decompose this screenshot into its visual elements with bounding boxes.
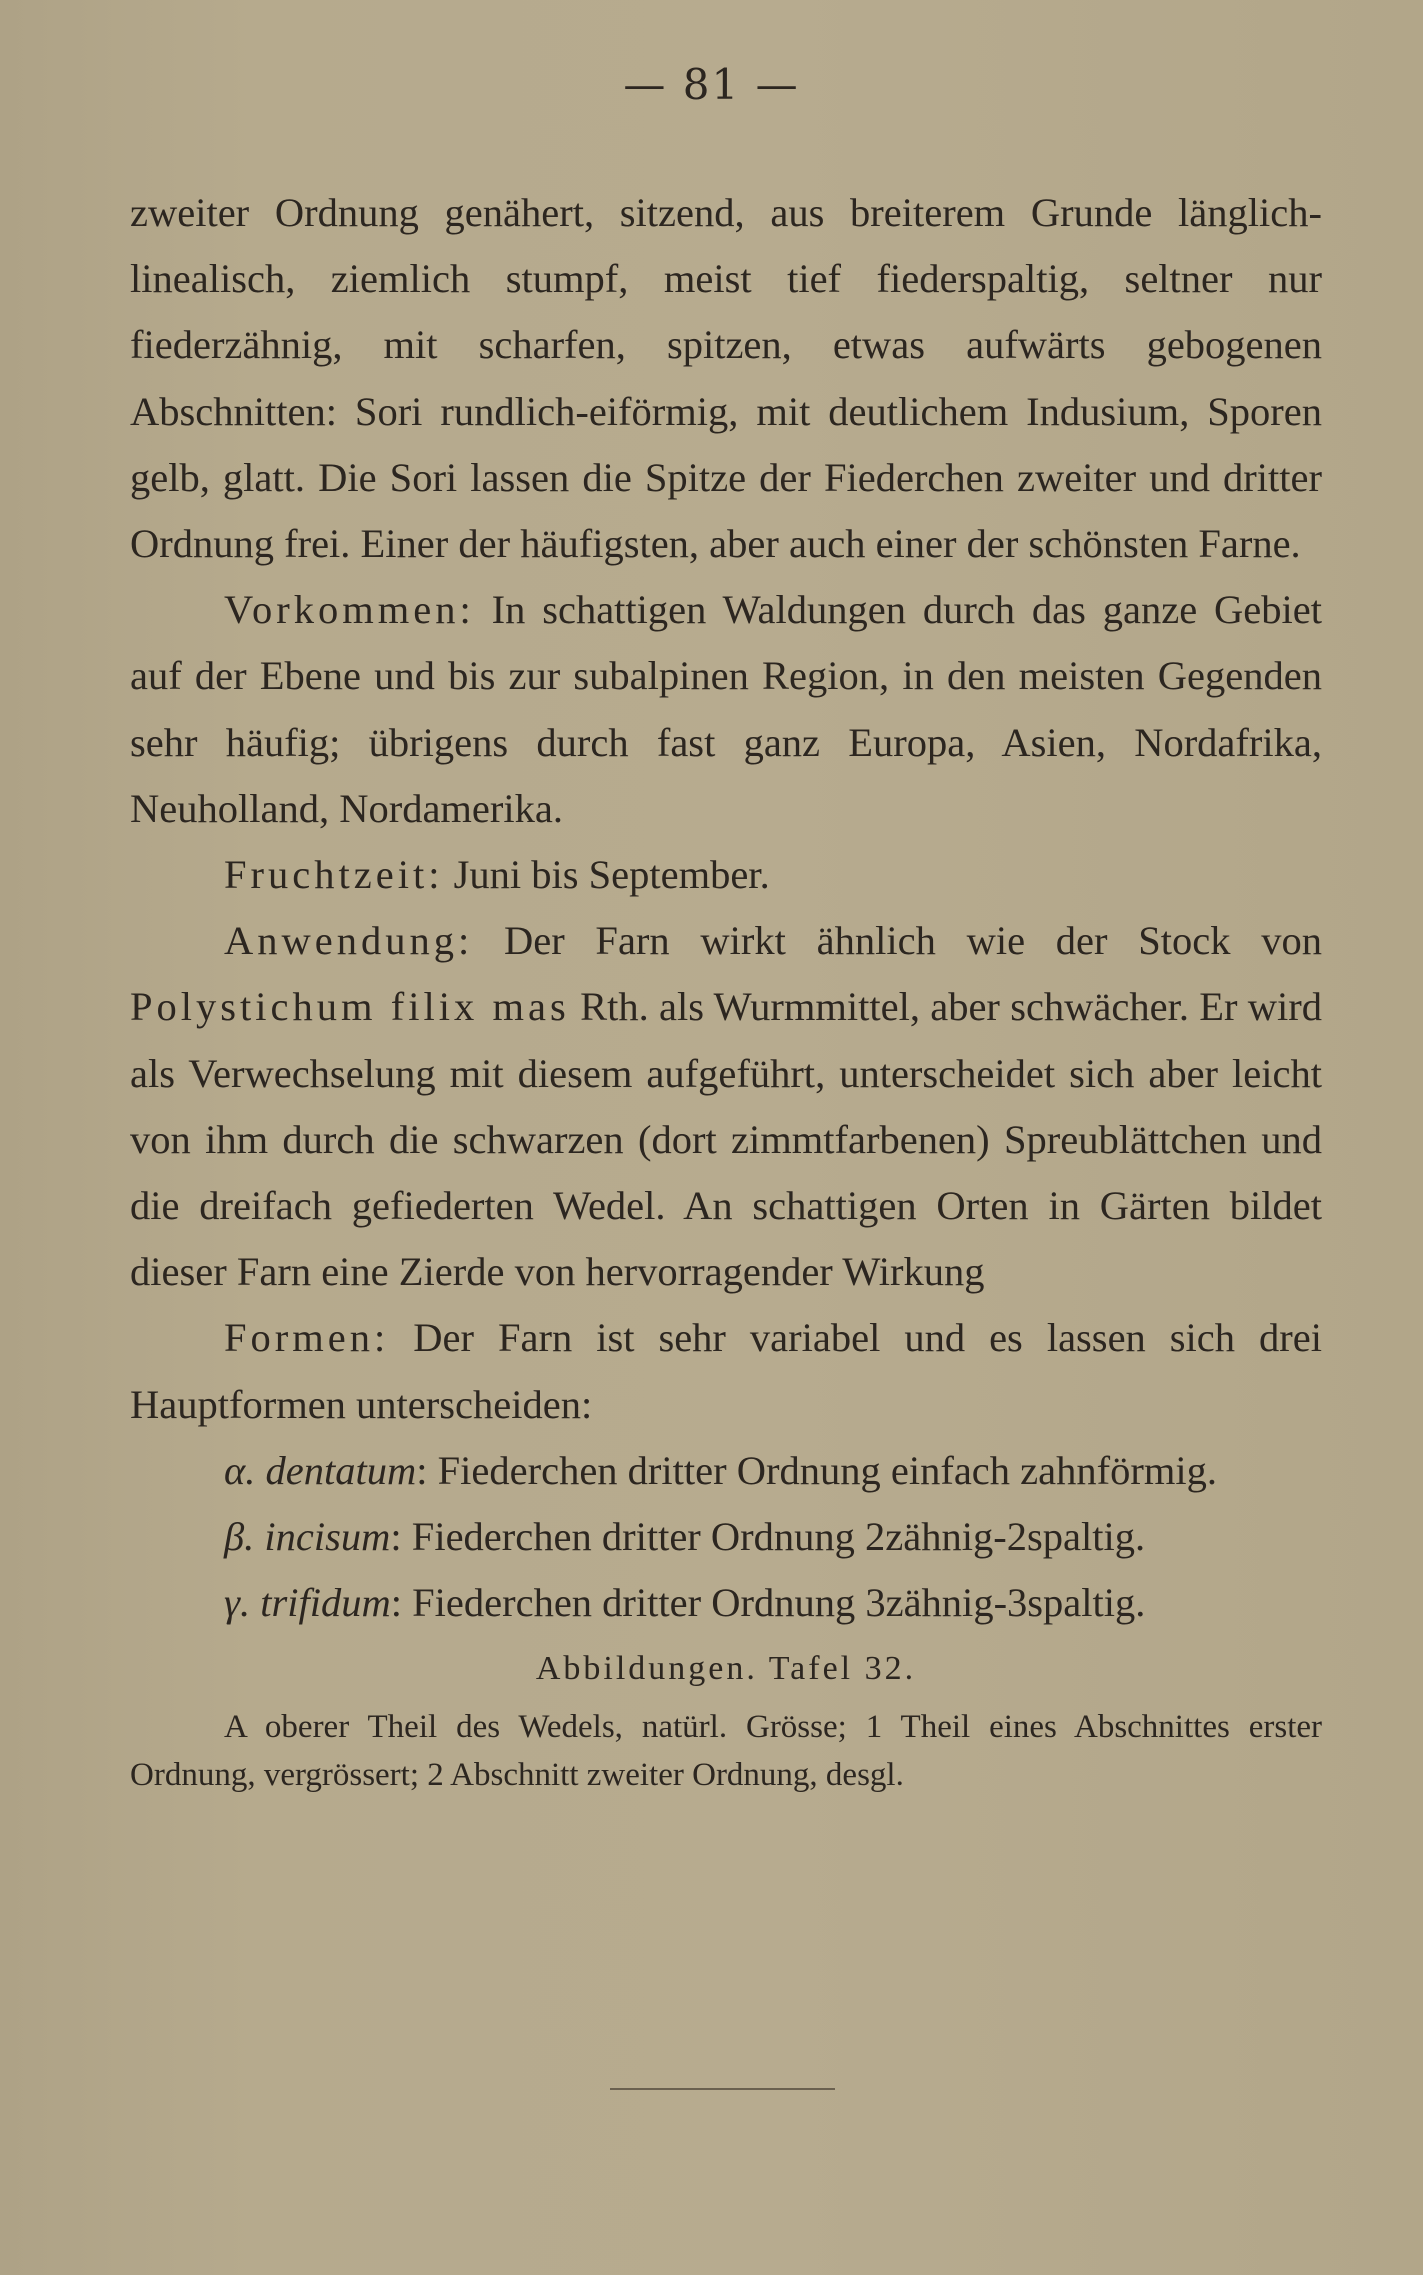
vorkommen-text: In schattigen Waldungen durch das ganze Gebiet auf der Ebene und bis zur subalpinen Region, in den meisten Gegenden sehr häufig; übrigens durch fast ganz Europa, Asien, Nordafrika, Neuholland, Nordamerika.: [130, 587, 1322, 831]
body-text: [130, 180, 1322, 1799]
formen-label: Formen:: [224, 1315, 390, 1361]
description-paragraph: zweiter Ordnung genähert, sitzend, aus breiterem Grunde länglich-linealisch, ziemlich stumpf, meist tief fiederspaltig, seltner nur fiederzähnig, mit scharfen, spitzen, etwas aufwärts gebogenen Abschnitten: Sori rundlich-eiförmig, mit deutlichem Indusium, Sporen gelb, glatt. Die Sori lassen die Spitze der Fiederchen zweiter und dritter Ordnung frei. Einer der häufigsten, aber auch einer der schönsten Farne.: [130, 190, 1322, 567]
form-text: : Fiederchen dritter Ordnung 3zähnig-3spaltig.: [390, 1580, 1146, 1626]
form-name: trifidum: [260, 1580, 391, 1626]
form-item-trifidum: [130, 1570, 1322, 1636]
figure-description: A oberer Theil des Wedels, natürl. Grösse; 1 Theil eines Abschnittes erster Ordnung, vergrössert; 2 Abschnitt zweiter Ordnung, desgl.: [130, 1708, 1322, 1793]
page-number: — 81 —: [623, 60, 800, 109]
vorkommen-paragraph: [130, 577, 1322, 842]
section-divider: [610, 2088, 835, 2090]
anwendung-paragraph: [130, 908, 1322, 1305]
form-name: incisum: [264, 1514, 391, 1560]
form-marker: γ.: [224, 1580, 251, 1626]
anwendung-text-before: Der Farn wirkt ähnlich wie der Stock von: [473, 918, 1322, 964]
formen-text: Der Farn ist sehr variabel und es lassen sich drei Hauptformen unterscheiden:: [130, 1315, 1322, 1427]
form-item-incisum: [130, 1504, 1322, 1570]
figure-caption: Abbildungen. Tafel 32.: [535, 1650, 917, 1688]
fruchtzeit-paragraph: [130, 842, 1322, 908]
form-item-dentatum: [130, 1438, 1322, 1504]
fruchtzeit-text: Juni bis September.: [443, 852, 770, 898]
anwendung-label: Anwendung:: [224, 918, 474, 964]
species-name: Polystichum filix mas: [130, 984, 570, 1030]
anwendung-text-after: Rth. als Wurmmittel, aber schwächer. Er wird als Verwechselung mit diesem aufgeführt, unterscheidet sich aber leicht von ihm durch die schwarzen (dort zimmtfarbenen) Spreublättchen und die dreifach gefiederten Wedel. An schattigen Orten in Gärten bildet dieser Farn eine Zierde von hervorragender Wirkung: [130, 984, 1322, 1295]
form-name: dentatum: [265, 1447, 417, 1493]
formen-paragraph: [130, 1305, 1322, 1437]
fruchtzeit-label: Fruchtzeit:: [224, 852, 444, 898]
form-marker: α.: [224, 1447, 256, 1493]
form-text: : Fiederchen dritter Ordnung 2zähnig-2spaltig.: [390, 1514, 1146, 1560]
form-text: : Fiederchen dritter Ordnung einfach zahnförmig.: [416, 1447, 1217, 1493]
vorkommen-label: Vorkommen:: [224, 587, 475, 633]
form-marker: β.: [224, 1514, 255, 1560]
